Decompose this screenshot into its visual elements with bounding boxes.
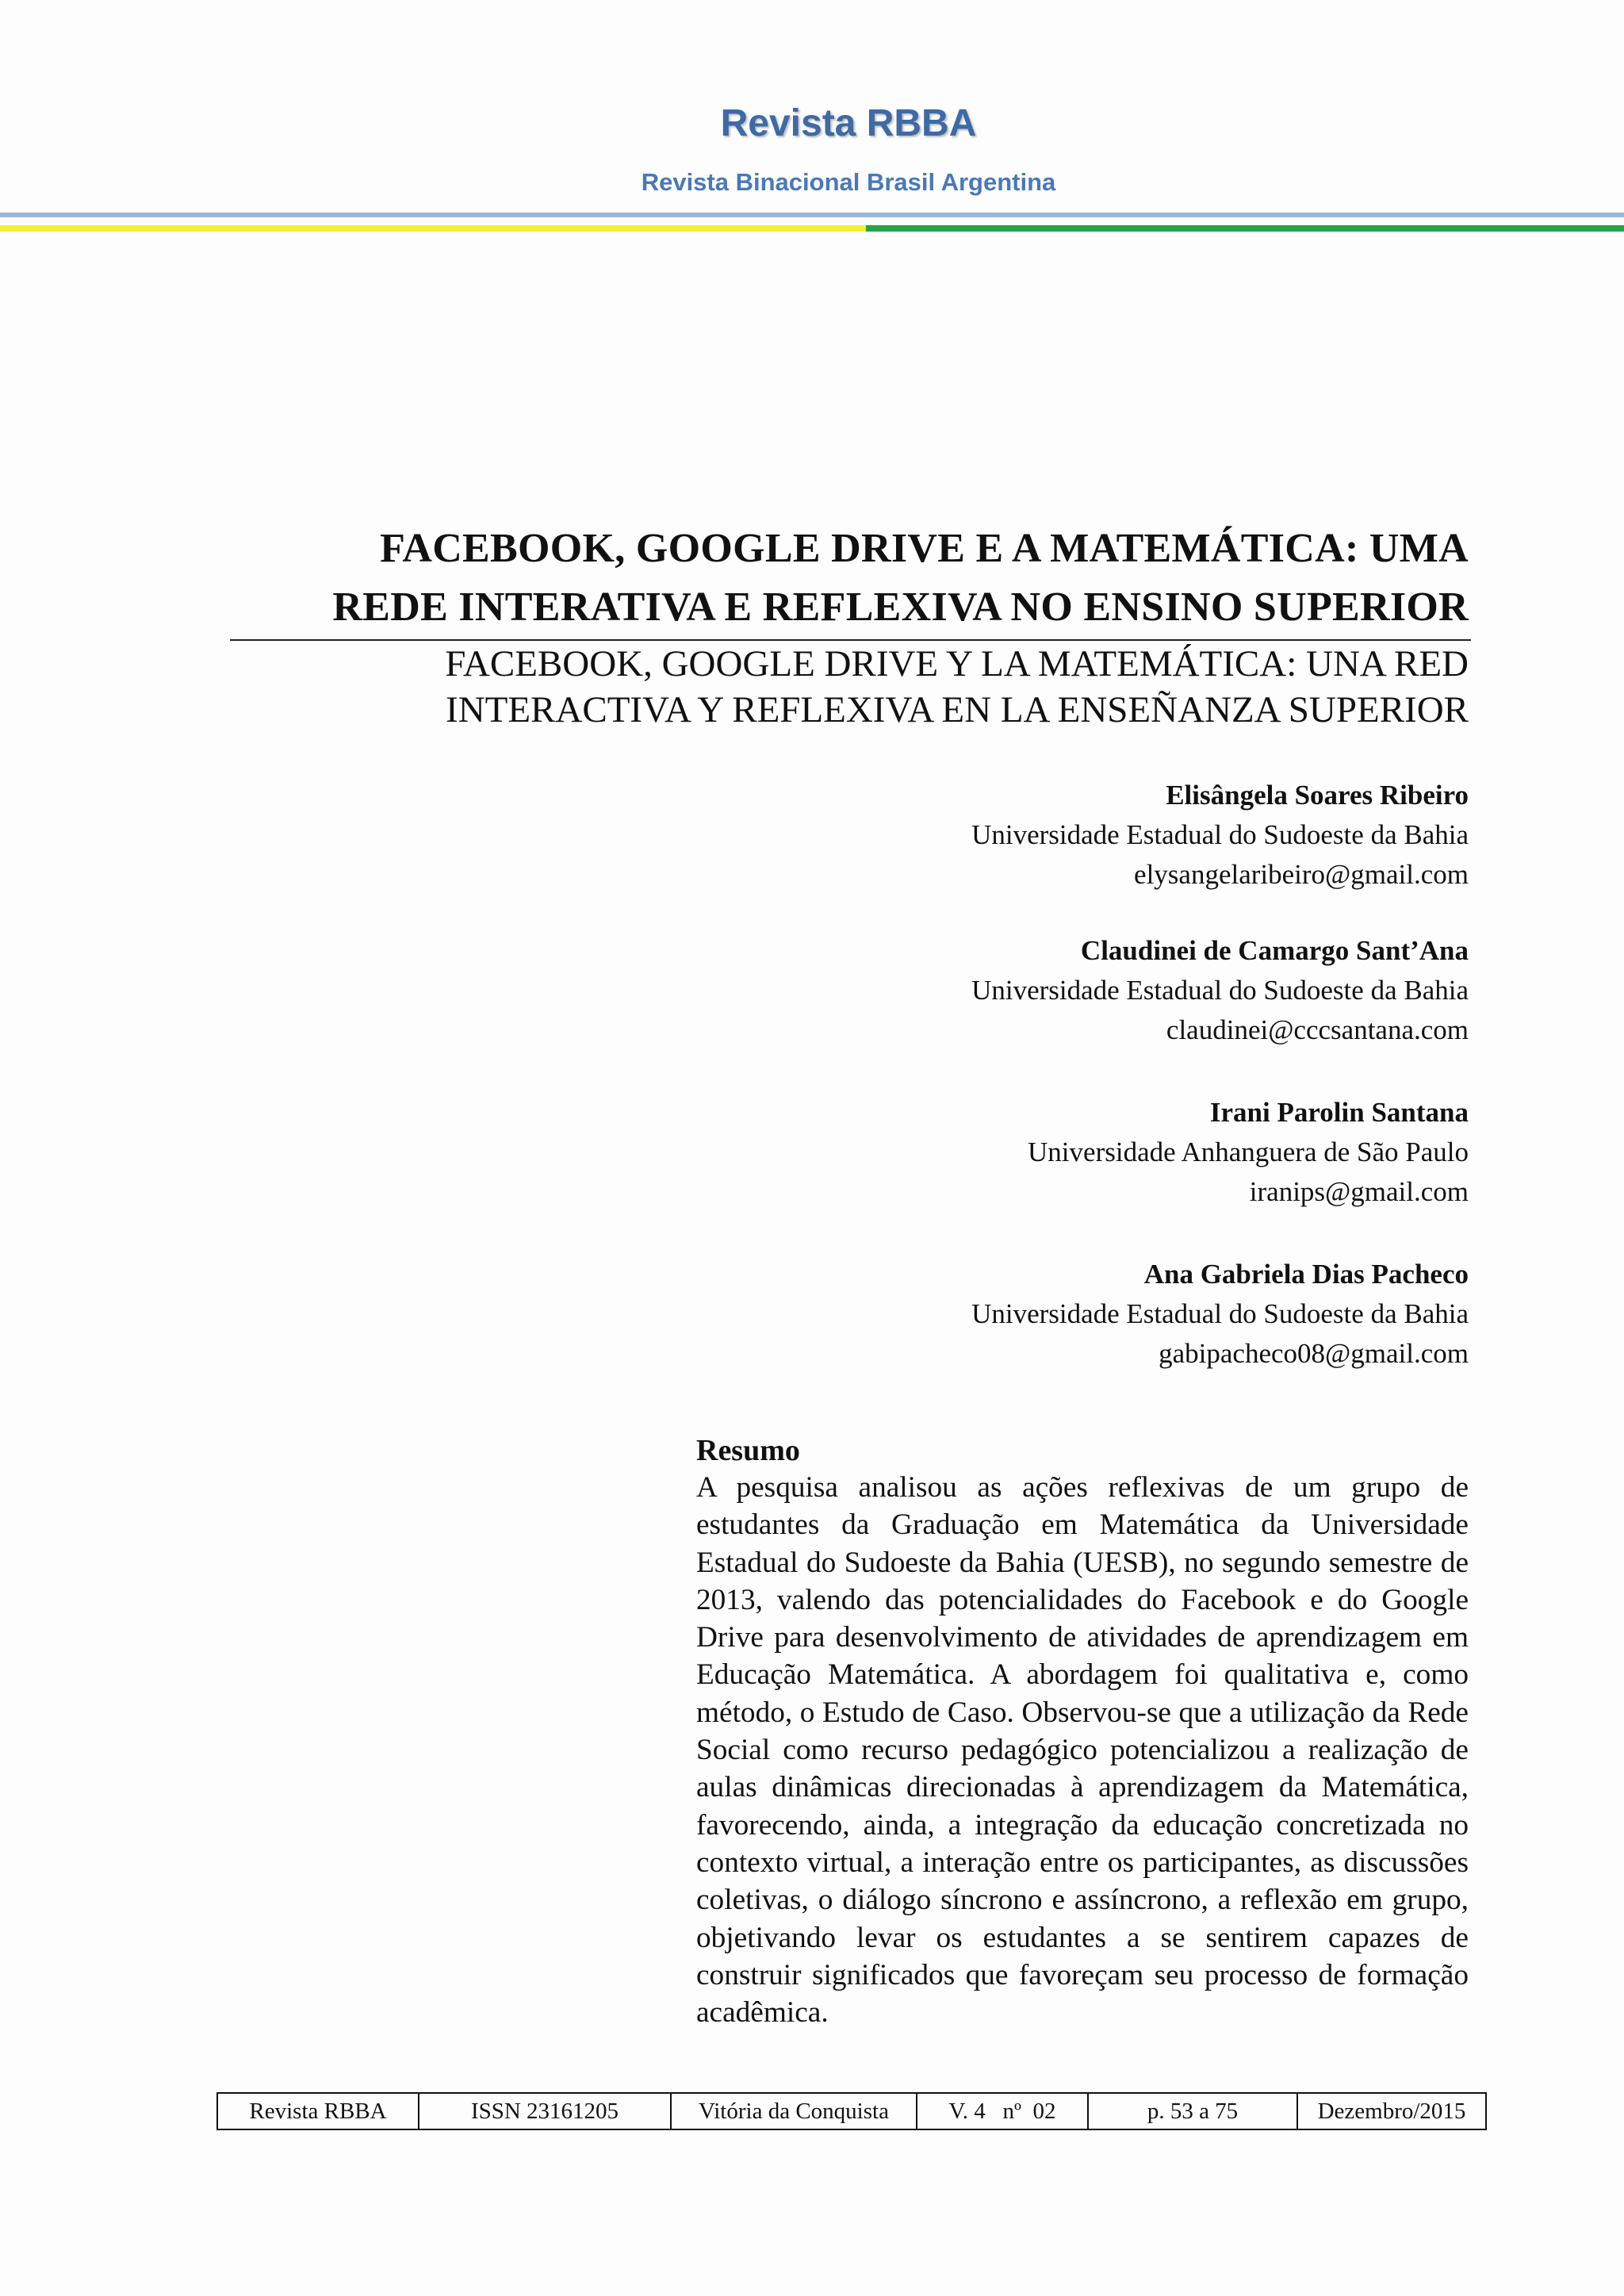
author-affiliation: Universidade Anhanguera de São Paulo	[1028, 1137, 1469, 1167]
author-block	[596, 1093, 1469, 1212]
title-pt-line: REDE INTERATIVA E REFLEXIVA NO ENSINO SUPERIOR	[332, 585, 1469, 630]
author-block	[596, 776, 1469, 895]
author-list	[596, 776, 1469, 1410]
author-name: Elisângela Soares Ribeiro	[1166, 780, 1469, 811]
author-block	[596, 931, 1469, 1050]
footer-journal: Revista RBBA	[217, 2093, 419, 2129]
header-rule-blue	[0, 213, 1624, 217]
author-email[interactable]: gabipacheco08@gmail.com	[1159, 1338, 1469, 1369]
author-block	[596, 1255, 1469, 1374]
title-es-line: INTERACTIVA Y REFLEXIVA EN LA ENSEÑANZA SUPERIOR	[446, 689, 1469, 730]
author-email[interactable]: iranips@gmail.com	[1249, 1176, 1469, 1207]
abstract-section	[696, 1432, 1469, 2031]
author-email[interactable]: claudinei@cccsantana.com	[1166, 1014, 1469, 1045]
header-rule-yellow	[0, 225, 866, 232]
footer-issn: ISSN 23161205	[419, 2093, 671, 2129]
author-name: Claudinei de Camargo Sant’Ana	[1080, 935, 1469, 966]
journal-subtitle: Revista Binacional Brasil Argentina	[641, 168, 1056, 196]
footer-info-table	[216, 2092, 1487, 2130]
author-affiliation: Universidade Estadual do Sudoeste da Bahia	[971, 975, 1469, 1006]
footer-city: Vitória da Conquista	[671, 2093, 917, 2129]
author-name: Ana Gabriela Dias Pacheco	[1143, 1259, 1469, 1290]
header-rule-green	[866, 225, 1624, 232]
footer-volume: V. 4 nº 02	[917, 2093, 1088, 2129]
journal-title: Revista RBBA	[720, 102, 977, 144]
article-title-portuguese	[230, 519, 1469, 637]
abstract-heading: Resumo	[696, 1434, 800, 1467]
title-pt-line: FACEBOOK, GOOGLE DRIVE E A MATEMÁTICA: UMA	[380, 526, 1469, 571]
article-title-spanish	[230, 641, 1469, 733]
author-affiliation: Universidade Estadual do Sudoeste da Bahia	[971, 1298, 1469, 1329]
abstract-text: A pesquisa analisou as ações reflexivas de um grupo de estudantes da Graduação em Matemática da Universidade Estadual do Sudoeste da Bahia (UESB), no segundo semestre de 2013, valendo das potencialidades do Facebook e do Google Drive para desenvolvimento de atividades de aprendizagem em Educação Matemática. A abordagem foi qualitativa e, como método, o Estudo de Caso. Observou-se que a utilização da Rede Social como recurso pedagógico potencializou a realização de aulas dinâmicas direcionadas à aprendizagem da Matemática, favorecendo, ainda, a integração da educação concretizada no contexto virtual, a interação entre os participantes, as discussões coletivas, o diálogo síncrono e assíncrono, a reflexão em grupo, objetivando levar os estudantes a se sentirem capazes de construir significados que favoreçam seu processo de formação acadêmica.	[696, 1471, 1469, 2030]
author-affiliation: Universidade Estadual do Sudoeste da Bahia	[971, 819, 1469, 850]
author-name: Irani Parolin Santana	[1209, 1097, 1469, 1128]
title-es-line: FACEBOOK, GOOGLE DRIVE Y LA MATEMÁTICA: UNA RED	[445, 643, 1469, 684]
footer-date: Dezembro/2015	[1297, 2093, 1486, 2129]
author-email[interactable]: elysangelaribeiro@gmail.com	[1134, 859, 1469, 890]
footer-pages: p. 53 a 75	[1088, 2093, 1297, 2129]
